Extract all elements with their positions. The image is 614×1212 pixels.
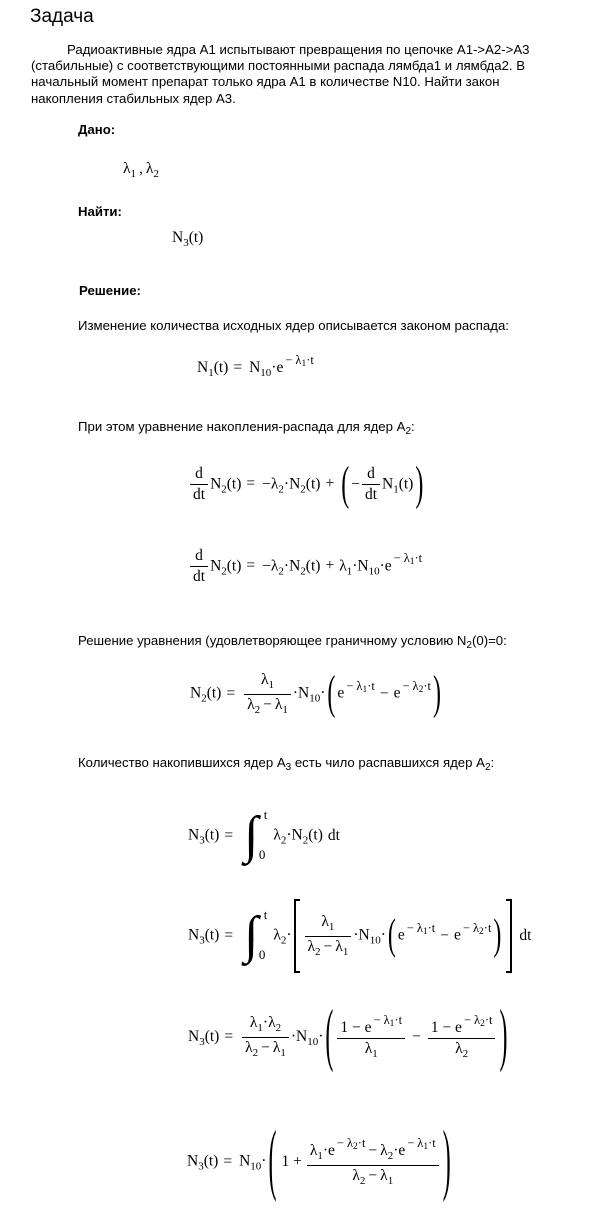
exponent (407, 1137, 436, 1153)
problem-line: Радиоактивные ядра A1 испытывают превращения по цепочке A1->A2->A3 (67, 42, 530, 57)
math-token: = (233, 359, 243, 376)
find-label: Найти: (78, 204, 122, 219)
math-token: N (188, 926, 200, 944)
math-token: (t) (226, 475, 242, 493)
integral-lower-limit: 0 (258, 847, 266, 862)
big-paren-right: ) (432, 668, 441, 721)
math-token: − (368, 1142, 378, 1159)
math-sub: 3 (199, 1035, 205, 1048)
equation-n3-final (187, 1119, 453, 1205)
math-token: · (286, 826, 292, 844)
math-token: e (454, 926, 461, 944)
fraction-denominator (337, 1039, 405, 1061)
math-token: (t) (305, 475, 321, 493)
problem-statement (31, 42, 529, 107)
math-token: dt (364, 486, 377, 504)
math-token: λ (273, 926, 281, 944)
equation-n2-ode (188, 458, 425, 511)
math-token: + (325, 557, 335, 575)
math-token: N (249, 359, 261, 376)
solution-label: Решение: (79, 283, 141, 298)
math-sub: 1 (387, 1174, 394, 1187)
math-token: N (239, 1152, 251, 1170)
math-token: d (190, 548, 208, 567)
math-token: ·e (393, 1142, 406, 1159)
math-token: · (283, 557, 290, 575)
math-sub: 2 (387, 1150, 394, 1162)
math-token: (t) (188, 229, 204, 246)
exponent (402, 679, 431, 695)
math-sub: 1 (409, 557, 415, 568)
math-token: N (210, 475, 222, 493)
math-sub: 2 (480, 1019, 485, 1029)
exponent (346, 679, 375, 695)
math-sub: 2 (153, 168, 159, 180)
math-token: λ (356, 678, 363, 693)
integral (244, 907, 268, 964)
math-token: − (373, 1013, 381, 1027)
math-token: · (262, 1014, 269, 1032)
math-token: · (320, 684, 326, 702)
math-token: λ (352, 1166, 360, 1184)
math-sub: 1 (389, 1019, 395, 1029)
math-sub: 1 (130, 168, 137, 180)
math-token: λ (416, 920, 423, 935)
math-token: − (368, 1166, 378, 1184)
equation-n3-integral-expanded (188, 899, 531, 973)
statement-text: есть чило распавшихся ядер A (291, 755, 485, 770)
math-sub: 10 (368, 565, 380, 578)
math-sub: 10 (307, 1035, 319, 1048)
math-token: · (318, 1027, 324, 1045)
math-token: ·e (322, 1142, 335, 1159)
math-token: λ (403, 551, 410, 566)
exponent (464, 1014, 493, 1030)
math-token: (t) (305, 557, 321, 575)
math-token: = (224, 826, 234, 844)
math-token: 1 − e (430, 1019, 462, 1036)
statement-text: Количество накопившихся ядер A (78, 755, 286, 770)
math-token: 1 − e (340, 1019, 372, 1036)
math-sub: 2 (280, 934, 287, 947)
math-token: ·t (367, 678, 375, 693)
math-token: − (261, 1038, 270, 1056)
math-sub: 2 (252, 1046, 259, 1059)
math-token: − (336, 1136, 344, 1150)
math-sub: 1 (362, 684, 368, 695)
big-bracket-right (506, 899, 512, 973)
math-token: = (226, 684, 236, 702)
fraction-numerator (244, 672, 291, 695)
math-token: − (402, 678, 410, 693)
fraction-numerator (305, 914, 352, 937)
problem-line: (стабильные) с соответствующими постоянными распада лямбда1 и лямбда2. В (31, 58, 526, 74)
math-sub: 3 (183, 237, 189, 249)
math-token: λ (260, 671, 269, 688)
statement-sub: 2 (405, 426, 411, 437)
math-token: N (190, 684, 202, 702)
math-token: N (210, 557, 222, 575)
solution-step-text (78, 633, 507, 651)
given-label: Дано: (78, 122, 116, 137)
math-sub: 2 (254, 703, 261, 716)
math-token: − (262, 475, 271, 493)
fraction (307, 1137, 439, 1187)
math-token: e (337, 684, 345, 702)
equation-n2-solution (190, 668, 443, 721)
math-token: dt (193, 486, 206, 504)
math-sub: 3 (199, 834, 205, 847)
math-token: N (357, 557, 369, 575)
math-token: dt (519, 926, 532, 944)
big-paren-right: ) (499, 999, 508, 1076)
math-token: ·t (483, 920, 492, 935)
fraction-numerator (307, 1137, 439, 1166)
math-token: · (286, 926, 292, 944)
math-token: − (346, 678, 354, 693)
fraction (190, 466, 208, 504)
equation-n3-evaluated (188, 999, 509, 1076)
math-token: − (285, 353, 293, 367)
exponent (407, 921, 436, 937)
math-token: λ (145, 160, 154, 177)
math-sub: 1 (280, 1046, 286, 1059)
math-token: (t) (206, 684, 222, 702)
math-token: (t) (203, 1152, 219, 1170)
math-sub: 2 (300, 483, 306, 496)
fraction (428, 1014, 496, 1061)
equation-n2-ode-expanded (188, 548, 422, 586)
math-token: ·e (379, 557, 392, 575)
math-sub: 1 (346, 565, 353, 578)
fraction-numerator (337, 1014, 405, 1039)
math-token: λ (364, 1040, 373, 1058)
math-token: λ (307, 937, 316, 955)
fraction (362, 466, 380, 504)
math-token: λ (383, 1013, 390, 1027)
big-paren-left: ( (387, 912, 396, 960)
statement-sub: 2 (466, 640, 472, 651)
math-sub: 10 (309, 692, 321, 705)
math-sub: 1 (208, 367, 214, 379)
statement-sub: 3 (285, 762, 292, 773)
math-token: λ (268, 1014, 276, 1032)
math-token: · (290, 1027, 297, 1045)
fraction-denominator (307, 1166, 439, 1188)
math-token: = (224, 1027, 234, 1045)
math-sub: 2 (278, 483, 284, 496)
fraction-denominator (242, 1038, 289, 1060)
math-token: · (353, 926, 359, 944)
statement-text: При этом уравнение накопления-распада для ядер A (78, 419, 406, 434)
math-token: ·t (394, 1013, 403, 1027)
math-sub: 1 (282, 703, 288, 716)
big-paren-left: ( (268, 1119, 277, 1205)
math-sub: 10 (260, 367, 272, 379)
integral-upper-limit: t (263, 807, 268, 822)
math-token: N (291, 826, 303, 844)
exponent (394, 551, 423, 567)
math-sub: 2 (300, 565, 306, 578)
math-token: λ (274, 695, 283, 713)
math-token: (t) (308, 826, 323, 844)
math-token: − (440, 926, 450, 944)
big-paren-left: ( (341, 458, 350, 511)
math-token: N (172, 229, 184, 246)
fraction (244, 672, 291, 716)
math-sub: 2 (201, 692, 207, 705)
math-token: − (262, 557, 271, 575)
math-sub: 1 (372, 1048, 378, 1061)
solution-step-text (78, 318, 509, 333)
big-paren-left: ( (325, 999, 334, 1076)
math-sub: 1 (342, 945, 349, 958)
math-token: ·t (414, 551, 423, 566)
math-token: λ (270, 557, 279, 575)
exponent (285, 353, 314, 369)
math-token: N (188, 826, 200, 844)
math-sub: 1 (328, 920, 335, 933)
math-token: − (393, 551, 401, 566)
math-token: − (323, 937, 333, 955)
big-paren-right: ) (442, 1119, 451, 1205)
math-token: , (139, 160, 143, 177)
math-sub: 1 (301, 359, 307, 369)
math-sub: 1 (422, 926, 428, 937)
fraction (190, 548, 208, 586)
math-token: λ (272, 1038, 281, 1056)
statement-sub: 2 (484, 762, 491, 773)
math-token: = (223, 1152, 233, 1170)
math-token: λ (270, 475, 279, 493)
math-token: λ (249, 1014, 258, 1032)
math-sub: 2 (462, 1048, 469, 1061)
math-token: − (406, 920, 414, 935)
math-token: − (462, 920, 470, 935)
big-paren-left: ( (327, 668, 336, 721)
math-sub: 10 (250, 1160, 262, 1173)
math-token: (t) (204, 926, 220, 944)
math-token: = (246, 557, 256, 575)
math-token: e (397, 926, 405, 944)
statement-text: : (411, 419, 415, 434)
math-token: λ (339, 557, 347, 575)
math-token: − (351, 475, 360, 493)
math-sub: 1 (393, 483, 399, 496)
fraction-numerator (428, 1014, 496, 1039)
math-token: N (382, 475, 394, 493)
math-token: N (289, 557, 301, 575)
math-sub: 2 (418, 684, 424, 695)
math-token: dt (327, 826, 340, 844)
math-sub: 1 (423, 1142, 429, 1152)
math-token: λ (321, 912, 329, 930)
math-token: d (362, 466, 380, 485)
math-token: N (197, 359, 209, 376)
math-sub: 2 (278, 565, 284, 578)
math-token: (t) (398, 475, 414, 493)
fraction-denominator (244, 695, 291, 717)
integral-lower-limit: 0 (258, 947, 266, 962)
math-sub: 2 (221, 483, 227, 496)
math-token: λ (123, 160, 131, 177)
page-title: Задача (30, 6, 94, 27)
math-token: ·t (484, 1013, 493, 1027)
math-token: + (325, 475, 335, 493)
math-sub: 2 (302, 834, 309, 847)
math-token: · (283, 475, 290, 493)
integral-upper-limit: t (263, 907, 268, 922)
math-token: N (188, 1027, 200, 1045)
math-token: λ (346, 1136, 354, 1150)
math-token: λ (380, 1166, 388, 1184)
math-token: λ (335, 937, 343, 955)
fraction (242, 1015, 289, 1059)
math-token: N (358, 926, 370, 944)
math-sub: 2 (479, 926, 484, 937)
math-sub: 2 (315, 945, 321, 958)
math-token: − (412, 1027, 421, 1045)
fraction-denominator (305, 937, 352, 959)
math-token: (t) (213, 359, 229, 376)
math-token: ·t (427, 920, 436, 935)
math-token: = (224, 926, 234, 944)
math-sub: 1 (268, 679, 274, 691)
exponent (463, 921, 492, 937)
equation-n1-decay (197, 353, 314, 379)
math-token: λ (245, 1038, 253, 1056)
math-token: λ (412, 678, 419, 693)
math-token: ·e (271, 359, 284, 376)
math-sub: 3 (199, 934, 205, 947)
exponent (374, 1014, 403, 1030)
given-expression (123, 160, 159, 180)
exponent (337, 1137, 366, 1153)
integral-sign: ∫ (244, 907, 259, 964)
math-token: λ (247, 695, 255, 713)
math-token: · (352, 557, 358, 575)
math-token: λ (455, 1040, 463, 1058)
statement-text: Изменение количества исходных ядер описывается законом распада: (78, 318, 509, 333)
math-token: = (246, 475, 256, 493)
math-token: N (298, 684, 310, 702)
math-token: · (261, 1152, 267, 1170)
math-token: ·t (357, 1136, 366, 1150)
math-token: λ (309, 1142, 318, 1159)
math-sub: 3 (198, 1160, 204, 1173)
integral (244, 807, 268, 864)
math-sub: 2 (353, 1142, 358, 1152)
math-token: λ (472, 920, 480, 935)
math-token: λ (417, 1136, 424, 1150)
solution-step-text (78, 419, 415, 437)
math-token: N (296, 1027, 308, 1045)
math-sub: 10 (369, 934, 381, 947)
big-paren-right: ) (493, 912, 502, 960)
math-token: e (393, 684, 401, 702)
math-token: · (380, 926, 386, 944)
math-token: − (263, 695, 272, 713)
math-token: − (407, 1136, 415, 1150)
math-token: λ (273, 826, 281, 844)
math-token: λ (295, 353, 302, 367)
statement-text: : (490, 755, 495, 770)
find-expression (172, 229, 203, 249)
math-sub: 2 (280, 834, 287, 847)
math-sub: 2 (359, 1174, 366, 1187)
math-token: λ (474, 1013, 481, 1027)
math-token: − (463, 1013, 471, 1027)
equation-n3-integral (188, 807, 340, 864)
problem-line: начальный момент препарат только ядра A1 в количестве N10. Найти закон (31, 74, 500, 90)
math-sub: 2 (275, 1022, 282, 1035)
math-token: d (190, 466, 208, 485)
integral-sign: ∫ (244, 807, 259, 864)
math-token: (t) (204, 1027, 220, 1045)
math-token: ·t (306, 353, 314, 367)
fraction-numerator (242, 1015, 289, 1038)
math-token: 1 + (281, 1152, 302, 1170)
problem-line: накопления стабильных ядер A3. (31, 90, 236, 106)
math-sub: 2 (221, 565, 227, 578)
math-token: ·t (423, 678, 431, 693)
math-token: (t) (204, 826, 220, 844)
fraction (305, 914, 352, 958)
math-token: N (187, 1152, 199, 1170)
solution-step-text (78, 755, 494, 773)
math-token: λ (380, 1142, 388, 1159)
math-token: · (292, 684, 299, 702)
fraction (337, 1014, 405, 1061)
math-sub: 1 (317, 1150, 323, 1162)
statement-text: Решение уравнения (удовлетворяющее граничному условию N (78, 633, 467, 648)
math-token: − (379, 684, 389, 702)
statement-text: (0)=0: (471, 633, 507, 648)
math-sub: 1 (257, 1022, 263, 1035)
big-bracket-left (294, 899, 300, 973)
math-token: ·t (428, 1136, 436, 1150)
math-token: N (289, 475, 301, 493)
fraction-denominator (428, 1039, 496, 1061)
math-token: dt (193, 568, 206, 586)
math-token: (t) (226, 557, 242, 575)
big-paren-right: ) (415, 458, 424, 511)
